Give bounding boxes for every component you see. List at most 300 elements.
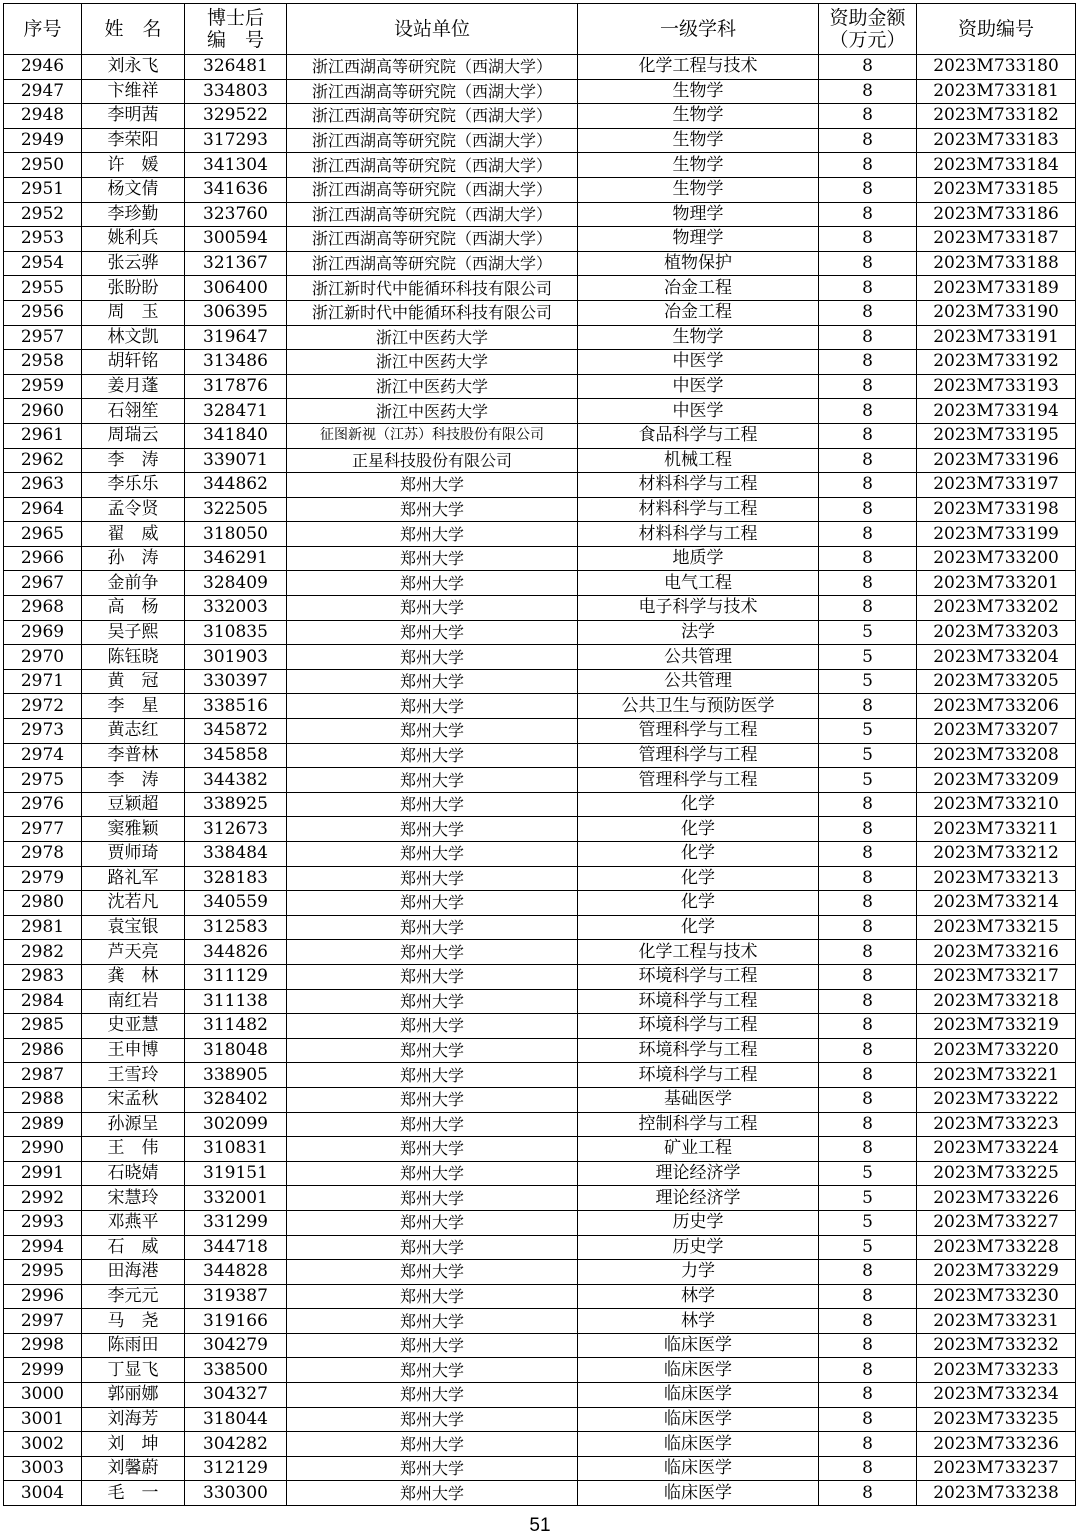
cell-grant-no: 2023M733228 bbox=[917, 1235, 1076, 1260]
table-row bbox=[4, 522, 1076, 547]
table-row bbox=[4, 1432, 1076, 1457]
cell-grant-no: 2023M733182 bbox=[917, 104, 1076, 129]
cell-seq: 2956 bbox=[4, 300, 82, 325]
cell-grant-no: 2023M733197 bbox=[917, 473, 1076, 498]
cell-name: 李荣阳 bbox=[82, 128, 185, 153]
cell-amount: 8 bbox=[819, 522, 917, 547]
cell-name: 李 涛 bbox=[82, 448, 185, 473]
cell-discipline: 化学工程与技术 bbox=[578, 940, 819, 965]
cell-unit: 郑州大学 bbox=[287, 1481, 578, 1506]
cell-postdoc-no: 328402 bbox=[185, 1087, 287, 1112]
cell-name: 龚 林 bbox=[82, 964, 185, 989]
cell-unit: 郑州大学 bbox=[287, 1309, 578, 1334]
table-row bbox=[4, 546, 1076, 571]
table-row bbox=[4, 817, 1076, 842]
cell-seq: 2951 bbox=[4, 177, 82, 202]
cell-grant-no: 2023M733235 bbox=[917, 1407, 1076, 1432]
cell-seq: 2996 bbox=[4, 1284, 82, 1309]
cell-seq: 3001 bbox=[4, 1407, 82, 1432]
cell-seq: 2977 bbox=[4, 817, 82, 842]
cell-name: 林文凯 bbox=[82, 325, 185, 350]
cell-postdoc-no: 310831 bbox=[185, 1137, 287, 1162]
cell-discipline: 中医学 bbox=[578, 350, 819, 375]
cell-name: 毛 一 bbox=[82, 1481, 185, 1506]
table-row bbox=[4, 1112, 1076, 1137]
cell-discipline: 法学 bbox=[578, 620, 819, 645]
cell-postdoc-no: 328183 bbox=[185, 866, 287, 891]
cell-seq: 2993 bbox=[4, 1210, 82, 1235]
table-row bbox=[4, 227, 1076, 252]
cell-seq: 3000 bbox=[4, 1383, 82, 1408]
cell-name: 李普林 bbox=[82, 743, 185, 768]
cell-name: 石 威 bbox=[82, 1235, 185, 1260]
cell-seq: 2975 bbox=[4, 768, 82, 793]
cell-amount: 8 bbox=[819, 177, 917, 202]
table-row bbox=[4, 1284, 1076, 1309]
cell-amount: 5 bbox=[819, 669, 917, 694]
cell-discipline: 材料科学与工程 bbox=[578, 522, 819, 547]
cell-postdoc-no: 321367 bbox=[185, 251, 287, 276]
cell-grant-no: 2023M733236 bbox=[917, 1432, 1076, 1457]
cell-discipline: 临床医学 bbox=[578, 1383, 819, 1408]
cell-postdoc-no: 330300 bbox=[185, 1481, 287, 1506]
cell-discipline: 管理科学与工程 bbox=[578, 719, 819, 744]
cell-unit: 郑州大学 bbox=[287, 915, 578, 940]
cell-seq: 2990 bbox=[4, 1137, 82, 1162]
cell-discipline: 材料科学与工程 bbox=[578, 473, 819, 498]
cell-postdoc-no: 328409 bbox=[185, 571, 287, 596]
cell-unit: 郑州大学 bbox=[287, 669, 578, 694]
cell-unit: 郑州大学 bbox=[287, 1137, 578, 1162]
cell-postdoc-no: 338500 bbox=[185, 1358, 287, 1383]
cell-unit: 浙江中医药大学 bbox=[287, 399, 578, 424]
table-row bbox=[4, 1333, 1076, 1358]
cell-unit: 浙江西湖高等研究院（西湖大学） bbox=[287, 202, 578, 227]
table-row bbox=[4, 792, 1076, 817]
cell-grant-no: 2023M733217 bbox=[917, 964, 1076, 989]
cell-amount: 8 bbox=[819, 55, 917, 80]
cell-name: 胡轩铭 bbox=[82, 350, 185, 375]
cell-postdoc-no: 344382 bbox=[185, 768, 287, 793]
table-row bbox=[4, 866, 1076, 891]
cell-discipline: 生物学 bbox=[578, 104, 819, 129]
cell-discipline: 管理科学与工程 bbox=[578, 743, 819, 768]
cell-grant-no: 2023M733191 bbox=[917, 325, 1076, 350]
cell-seq: 2992 bbox=[4, 1186, 82, 1211]
cell-unit: 浙江新时代中能循环科技有限公司 bbox=[287, 300, 578, 325]
cell-name: 窦雅颖 bbox=[82, 817, 185, 842]
cell-postdoc-no: 323760 bbox=[185, 202, 287, 227]
cell-seq: 2980 bbox=[4, 891, 82, 916]
cell-postdoc-no: 310835 bbox=[185, 620, 287, 645]
cell-postdoc-no: 319647 bbox=[185, 325, 287, 350]
cell-postdoc-no: 331299 bbox=[185, 1210, 287, 1235]
cell-unit: 郑州大学 bbox=[287, 694, 578, 719]
cell-name: 姚利兵 bbox=[82, 227, 185, 252]
cell-amount: 8 bbox=[819, 964, 917, 989]
table-row bbox=[4, 768, 1076, 793]
cell-seq: 3003 bbox=[4, 1456, 82, 1481]
cell-grant-no: 2023M733232 bbox=[917, 1333, 1076, 1358]
cell-unit: 郑州大学 bbox=[287, 1407, 578, 1432]
cell-seq: 2960 bbox=[4, 399, 82, 424]
cell-discipline: 环境科学与工程 bbox=[578, 1038, 819, 1063]
cell-grant-no: 2023M733186 bbox=[917, 202, 1076, 227]
cell-seq: 2964 bbox=[4, 497, 82, 522]
table-row bbox=[4, 1456, 1076, 1481]
cell-postdoc-no: 306395 bbox=[185, 300, 287, 325]
cell-grant-no: 2023M733180 bbox=[917, 55, 1076, 80]
cell-name: 金前争 bbox=[82, 571, 185, 596]
cell-seq: 2952 bbox=[4, 202, 82, 227]
cell-grant-no: 2023M733190 bbox=[917, 300, 1076, 325]
cell-unit: 郑州大学 bbox=[287, 1235, 578, 1260]
cell-amount: 8 bbox=[819, 1137, 917, 1162]
cell-name: 陈雨田 bbox=[82, 1333, 185, 1358]
cell-seq: 2985 bbox=[4, 1014, 82, 1039]
cell-postdoc-no: 339071 bbox=[185, 448, 287, 473]
cell-amount: 5 bbox=[819, 743, 917, 768]
table-body bbox=[4, 55, 1076, 1506]
cell-name: 刘海芳 bbox=[82, 1407, 185, 1432]
cell-amount: 5 bbox=[819, 768, 917, 793]
cell-unit: 郑州大学 bbox=[287, 842, 578, 867]
cell-discipline: 化学 bbox=[578, 891, 819, 916]
cell-amount: 8 bbox=[819, 866, 917, 891]
cell-grant-no: 2023M733220 bbox=[917, 1038, 1076, 1063]
cell-name: 宋孟秋 bbox=[82, 1087, 185, 1112]
cell-grant-no: 2023M733218 bbox=[917, 989, 1076, 1014]
cell-grant-no: 2023M733224 bbox=[917, 1137, 1076, 1162]
table-row bbox=[4, 55, 1076, 80]
cell-discipline: 环境科学与工程 bbox=[578, 1014, 819, 1039]
cell-amount: 8 bbox=[819, 989, 917, 1014]
cell-postdoc-no: 304279 bbox=[185, 1333, 287, 1358]
cell-discipline: 林学 bbox=[578, 1309, 819, 1334]
cell-discipline: 环境科学与工程 bbox=[578, 964, 819, 989]
cell-seq: 2969 bbox=[4, 620, 82, 645]
cell-grant-no: 2023M733189 bbox=[917, 276, 1076, 301]
cell-amount: 8 bbox=[819, 1407, 917, 1432]
cell-amount: 8 bbox=[819, 325, 917, 350]
header-unit: 设站单位 bbox=[287, 4, 578, 55]
cell-postdoc-no: 338484 bbox=[185, 842, 287, 867]
table-row bbox=[4, 891, 1076, 916]
cell-seq: 3004 bbox=[4, 1481, 82, 1506]
cell-amount: 8 bbox=[819, 1383, 917, 1408]
cell-unit: 郑州大学 bbox=[287, 719, 578, 744]
table-row bbox=[4, 989, 1076, 1014]
table-row bbox=[4, 1309, 1076, 1334]
cell-name: 卞维祥 bbox=[82, 79, 185, 104]
cell-postdoc-no: 304282 bbox=[185, 1432, 287, 1457]
cell-grant-no: 2023M733199 bbox=[917, 522, 1076, 547]
cell-amount: 8 bbox=[819, 842, 917, 867]
cell-discipline: 生物学 bbox=[578, 79, 819, 104]
cell-grant-no: 2023M733219 bbox=[917, 1014, 1076, 1039]
table-row bbox=[4, 300, 1076, 325]
cell-postdoc-no: 338516 bbox=[185, 694, 287, 719]
cell-name: 芦天亮 bbox=[82, 940, 185, 965]
table-row bbox=[4, 1186, 1076, 1211]
table-row bbox=[4, 423, 1076, 448]
cell-discipline: 临床医学 bbox=[578, 1333, 819, 1358]
cell-grant-no: 2023M733227 bbox=[917, 1210, 1076, 1235]
cell-amount: 8 bbox=[819, 251, 917, 276]
cell-amount: 8 bbox=[819, 915, 917, 940]
cell-discipline: 生物学 bbox=[578, 325, 819, 350]
cell-postdoc-no: 318048 bbox=[185, 1038, 287, 1063]
cell-postdoc-no: 311482 bbox=[185, 1014, 287, 1039]
cell-grant-no: 2023M733205 bbox=[917, 669, 1076, 694]
header-name: 姓 名 bbox=[82, 4, 185, 55]
cell-grant-no: 2023M733212 bbox=[917, 842, 1076, 867]
cell-seq: 2954 bbox=[4, 251, 82, 276]
cell-unit: 郑州大学 bbox=[287, 1210, 578, 1235]
table-row bbox=[4, 276, 1076, 301]
cell-seq: 2981 bbox=[4, 915, 82, 940]
cell-name: 豆颖超 bbox=[82, 792, 185, 817]
header-grant-no: 资助编号 bbox=[917, 4, 1076, 55]
cell-grant-no: 2023M733233 bbox=[917, 1358, 1076, 1383]
cell-discipline: 历史学 bbox=[578, 1235, 819, 1260]
cell-amount: 8 bbox=[819, 1358, 917, 1383]
cell-name: 高 杨 bbox=[82, 596, 185, 621]
cell-name: 杨文倩 bbox=[82, 177, 185, 202]
cell-postdoc-no: 317293 bbox=[185, 128, 287, 153]
cell-grant-no: 2023M733193 bbox=[917, 374, 1076, 399]
cell-grant-no: 2023M733237 bbox=[917, 1456, 1076, 1481]
table-row bbox=[4, 1481, 1076, 1506]
cell-name: 吴子熙 bbox=[82, 620, 185, 645]
table-row bbox=[4, 1260, 1076, 1285]
table-row bbox=[4, 153, 1076, 178]
table-row bbox=[4, 399, 1076, 424]
cell-unit: 郑州大学 bbox=[287, 743, 578, 768]
table-row bbox=[4, 251, 1076, 276]
cell-unit: 郑州大学 bbox=[287, 522, 578, 547]
cell-seq: 2974 bbox=[4, 743, 82, 768]
cell-amount: 5 bbox=[819, 620, 917, 645]
cell-grant-no: 2023M733225 bbox=[917, 1161, 1076, 1186]
header-postdoc-no-line2: 编 号 bbox=[206, 29, 264, 51]
cell-amount: 8 bbox=[819, 399, 917, 424]
cell-unit: 郑州大学 bbox=[287, 1333, 578, 1358]
table-row bbox=[4, 719, 1076, 744]
cell-postdoc-no: 344826 bbox=[185, 940, 287, 965]
cell-grant-no: 2023M733200 bbox=[917, 546, 1076, 571]
cell-amount: 8 bbox=[819, 1038, 917, 1063]
cell-seq: 2978 bbox=[4, 842, 82, 867]
cell-seq: 2947 bbox=[4, 79, 82, 104]
cell-amount: 5 bbox=[819, 719, 917, 744]
cell-postdoc-no: 319166 bbox=[185, 1309, 287, 1334]
cell-name: 姜月蓬 bbox=[82, 374, 185, 399]
cell-discipline: 化学 bbox=[578, 915, 819, 940]
table-row bbox=[4, 104, 1076, 129]
cell-grant-no: 2023M733226 bbox=[917, 1186, 1076, 1211]
cell-unit: 浙江中医药大学 bbox=[287, 350, 578, 375]
cell-seq: 2948 bbox=[4, 104, 82, 129]
cell-seq: 2972 bbox=[4, 694, 82, 719]
cell-amount: 5 bbox=[819, 1186, 917, 1211]
cell-amount: 8 bbox=[819, 300, 917, 325]
cell-grant-no: 2023M733196 bbox=[917, 448, 1076, 473]
cell-name: 黄志红 bbox=[82, 719, 185, 744]
cell-seq: 2963 bbox=[4, 473, 82, 498]
cell-grant-no: 2023M733181 bbox=[917, 79, 1076, 104]
cell-amount: 8 bbox=[819, 497, 917, 522]
cell-grant-no: 2023M733213 bbox=[917, 866, 1076, 891]
cell-discipline: 管理科学与工程 bbox=[578, 768, 819, 793]
cell-seq: 2965 bbox=[4, 522, 82, 547]
cell-seq: 2998 bbox=[4, 1333, 82, 1358]
cell-unit: 浙江新时代中能循环科技有限公司 bbox=[287, 276, 578, 301]
cell-unit: 郑州大学 bbox=[287, 620, 578, 645]
cell-postdoc-no: 328471 bbox=[185, 399, 287, 424]
cell-amount: 8 bbox=[819, 891, 917, 916]
cell-discipline: 中医学 bbox=[578, 374, 819, 399]
funding-table bbox=[3, 3, 1076, 1506]
cell-postdoc-no: 332001 bbox=[185, 1186, 287, 1211]
table-row bbox=[4, 743, 1076, 768]
cell-grant-no: 2023M733221 bbox=[917, 1063, 1076, 1088]
cell-unit: 浙江西湖高等研究院（西湖大学） bbox=[287, 128, 578, 153]
cell-discipline: 物理学 bbox=[578, 227, 819, 252]
cell-seq: 2983 bbox=[4, 964, 82, 989]
cell-seq: 2970 bbox=[4, 645, 82, 670]
cell-name: 孙源呈 bbox=[82, 1112, 185, 1137]
cell-unit: 郑州大学 bbox=[287, 1112, 578, 1137]
cell-name: 石晓婧 bbox=[82, 1161, 185, 1186]
cell-unit: 郑州大学 bbox=[287, 1038, 578, 1063]
cell-postdoc-no: 329522 bbox=[185, 104, 287, 129]
cell-unit: 郑州大学 bbox=[287, 546, 578, 571]
header-postdoc-no-line1: 博士后 bbox=[206, 7, 264, 29]
cell-discipline: 临床医学 bbox=[578, 1481, 819, 1506]
cell-postdoc-no: 341304 bbox=[185, 153, 287, 178]
header-amount bbox=[819, 4, 917, 55]
cell-discipline: 电子科学与技术 bbox=[578, 596, 819, 621]
cell-postdoc-no: 334803 bbox=[185, 79, 287, 104]
cell-seq: 2979 bbox=[4, 866, 82, 891]
header-amount-line1: 资助金额 bbox=[829, 7, 906, 29]
cell-unit: 浙江西湖高等研究院（西湖大学） bbox=[287, 227, 578, 252]
cell-amount: 5 bbox=[819, 1210, 917, 1235]
cell-amount: 8 bbox=[819, 448, 917, 473]
cell-seq: 2950 bbox=[4, 153, 82, 178]
cell-amount: 8 bbox=[819, 227, 917, 252]
cell-grant-no: 2023M733202 bbox=[917, 596, 1076, 621]
cell-grant-no: 2023M733198 bbox=[917, 497, 1076, 522]
cell-unit: 郑州大学 bbox=[287, 940, 578, 965]
cell-discipline: 冶金工程 bbox=[578, 276, 819, 301]
cell-amount: 8 bbox=[819, 694, 917, 719]
cell-postdoc-no: 344718 bbox=[185, 1235, 287, 1260]
cell-discipline: 历史学 bbox=[578, 1210, 819, 1235]
cell-name: 袁宝银 bbox=[82, 915, 185, 940]
cell-name: 翟 威 bbox=[82, 522, 185, 547]
cell-postdoc-no: 340559 bbox=[185, 891, 287, 916]
table-row bbox=[4, 964, 1076, 989]
table-row bbox=[4, 1161, 1076, 1186]
cell-grant-no: 2023M733203 bbox=[917, 620, 1076, 645]
cell-unit: 浙江西湖高等研究院（西湖大学） bbox=[287, 153, 578, 178]
cell-postdoc-no: 319151 bbox=[185, 1161, 287, 1186]
table-row bbox=[4, 842, 1076, 867]
cell-seq: 2995 bbox=[4, 1260, 82, 1285]
cell-postdoc-no: 318050 bbox=[185, 522, 287, 547]
cell-discipline: 矿业工程 bbox=[578, 1137, 819, 1162]
cell-unit: 郑州大学 bbox=[287, 792, 578, 817]
cell-seq: 2986 bbox=[4, 1038, 82, 1063]
cell-seq: 2973 bbox=[4, 719, 82, 744]
cell-unit: 浙江西湖高等研究院（西湖大学） bbox=[287, 104, 578, 129]
cell-amount: 8 bbox=[819, 276, 917, 301]
cell-postdoc-no: 346291 bbox=[185, 546, 287, 571]
cell-name: 李 星 bbox=[82, 694, 185, 719]
cell-discipline: 理论经济学 bbox=[578, 1161, 819, 1186]
cell-amount: 8 bbox=[819, 128, 917, 153]
header-postdoc-no bbox=[185, 4, 287, 55]
cell-postdoc-no: 344828 bbox=[185, 1260, 287, 1285]
cell-unit: 浙江西湖高等研究院（西湖大学） bbox=[287, 251, 578, 276]
cell-unit: 郑州大学 bbox=[287, 1284, 578, 1309]
cell-discipline: 临床医学 bbox=[578, 1358, 819, 1383]
table-row bbox=[4, 1038, 1076, 1063]
cell-discipline: 公共卫生与预防医学 bbox=[578, 694, 819, 719]
cell-seq: 2991 bbox=[4, 1161, 82, 1186]
cell-discipline: 材料科学与工程 bbox=[578, 497, 819, 522]
cell-unit: 郑州大学 bbox=[287, 497, 578, 522]
cell-discipline: 机械工程 bbox=[578, 448, 819, 473]
cell-postdoc-no: 313486 bbox=[185, 350, 287, 375]
cell-unit: 浙江西湖高等研究院（西湖大学） bbox=[287, 79, 578, 104]
cell-grant-no: 2023M733208 bbox=[917, 743, 1076, 768]
table-row bbox=[4, 374, 1076, 399]
cell-seq: 2984 bbox=[4, 989, 82, 1014]
table-row bbox=[4, 645, 1076, 670]
cell-seq: 2967 bbox=[4, 571, 82, 596]
cell-seq: 2958 bbox=[4, 350, 82, 375]
cell-discipline: 力学 bbox=[578, 1260, 819, 1285]
table-row bbox=[4, 202, 1076, 227]
cell-grant-no: 2023M733215 bbox=[917, 915, 1076, 940]
cell-amount: 8 bbox=[819, 1432, 917, 1457]
cell-unit: 正星科技股份有限公司 bbox=[287, 448, 578, 473]
cell-unit: 浙江中医药大学 bbox=[287, 374, 578, 399]
table-row bbox=[4, 620, 1076, 645]
cell-seq: 2982 bbox=[4, 940, 82, 965]
cell-seq: 2971 bbox=[4, 669, 82, 694]
cell-name: 陈钰晓 bbox=[82, 645, 185, 670]
cell-grant-no: 2023M733238 bbox=[917, 1481, 1076, 1506]
table-row bbox=[4, 571, 1076, 596]
cell-postdoc-no: 338925 bbox=[185, 792, 287, 817]
table-row bbox=[4, 177, 1076, 202]
cell-discipline: 临床医学 bbox=[578, 1456, 819, 1481]
cell-grant-no: 2023M733211 bbox=[917, 817, 1076, 842]
cell-name: 李 涛 bbox=[82, 768, 185, 793]
cell-name: 刘永飞 bbox=[82, 55, 185, 80]
cell-seq: 2953 bbox=[4, 227, 82, 252]
cell-name: 张云骅 bbox=[82, 251, 185, 276]
cell-grant-no: 2023M733185 bbox=[917, 177, 1076, 202]
cell-name: 郭丽娜 bbox=[82, 1383, 185, 1408]
cell-amount: 8 bbox=[819, 817, 917, 842]
cell-unit: 征图新视（江苏）科技股份有限公司 bbox=[287, 423, 578, 448]
cell-postdoc-no: 317876 bbox=[185, 374, 287, 399]
